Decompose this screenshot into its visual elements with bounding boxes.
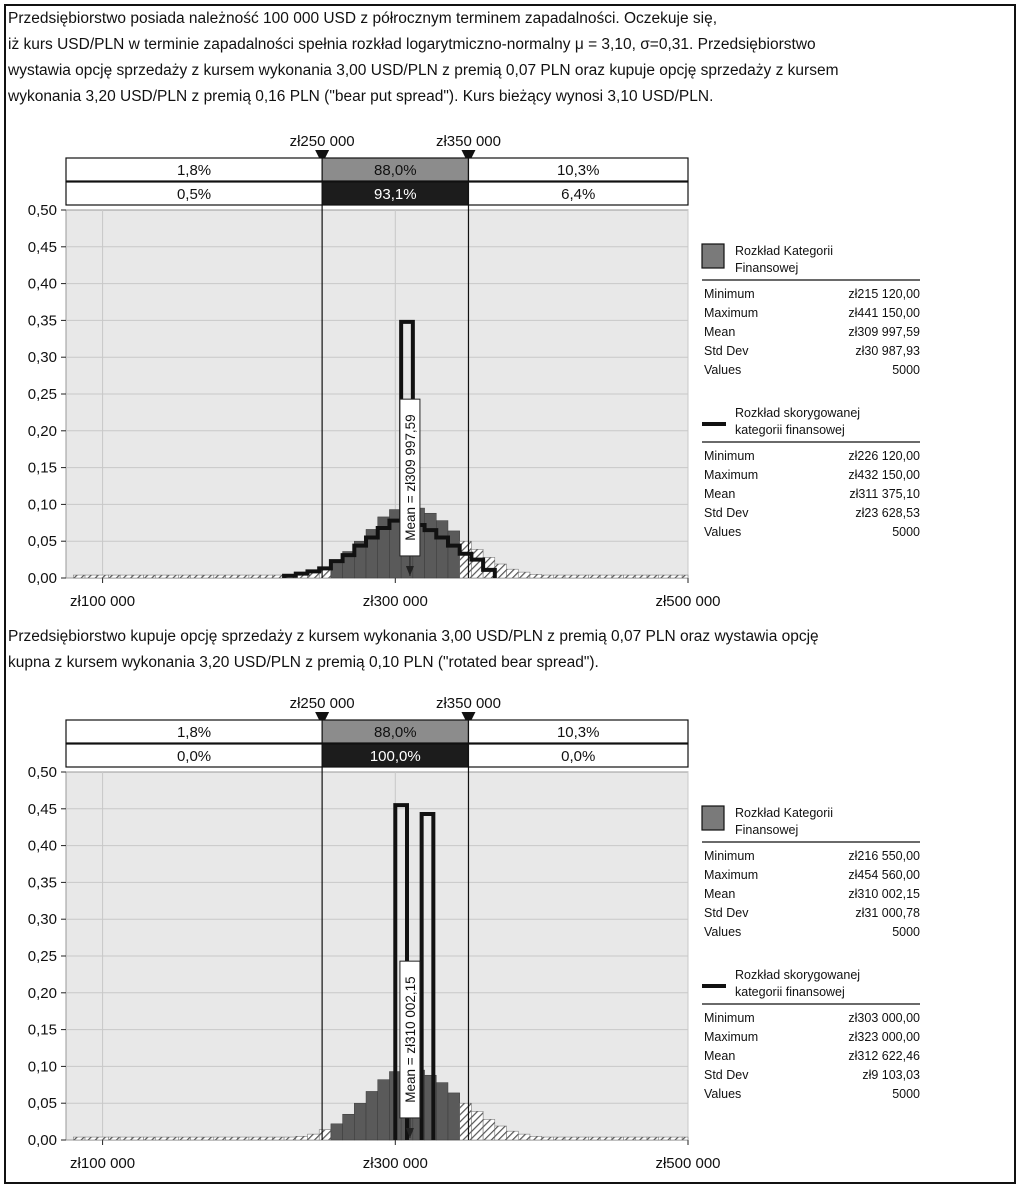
x-tick-label: zł500 000 bbox=[655, 593, 721, 608]
histogram-bar bbox=[226, 1137, 238, 1140]
histogram-bar bbox=[179, 575, 191, 578]
y-tick-label: 0,35 bbox=[27, 874, 57, 892]
histogram-bar bbox=[249, 575, 261, 578]
y-tick-label: 0,45 bbox=[27, 800, 57, 818]
stat-value: zł226 120,00 bbox=[848, 449, 920, 463]
stat-label: Minimum bbox=[704, 287, 755, 301]
text-line: Przedsiębiorstwo kupuje opcję sprzedaży z kursem wykonania 3,00 USD/PLN z premią 0,07 PLN oraz wystawia opcję bbox=[8, 628, 819, 645]
y-tick-label: 0,40 bbox=[27, 275, 57, 293]
y-tick-label: 0,15 bbox=[27, 459, 57, 477]
histogram-bar bbox=[483, 1119, 495, 1140]
histogram-bar bbox=[73, 575, 85, 578]
histogram-bar bbox=[682, 1137, 688, 1140]
histogram-chart-1 bbox=[0, 128, 1024, 608]
stat-value: 5000 bbox=[892, 525, 920, 539]
text-line: iż kurs USD/PLN w terminie zapadalności spełnia rozkład logarytmiczno-normalny μ = 3,10, σ=0,31. Przedsiębiorstwo bbox=[8, 36, 816, 53]
band-percentage: 0,0% bbox=[561, 748, 596, 765]
problem-statement-1 bbox=[8, 6, 838, 110]
histogram-bar bbox=[659, 1137, 671, 1140]
histogram-bar bbox=[542, 1137, 554, 1140]
histogram-chart-2 bbox=[0, 690, 1024, 1170]
histogram-bar bbox=[202, 575, 214, 578]
stat-label: Std Dev bbox=[704, 506, 749, 520]
histogram-bar bbox=[296, 1136, 308, 1140]
histogram-bar bbox=[624, 575, 636, 578]
stat-value: zł441 150,00 bbox=[848, 306, 920, 320]
histogram-bar bbox=[214, 575, 226, 578]
y-tick-label: 0,30 bbox=[27, 911, 57, 929]
stat-value: 5000 bbox=[892, 925, 920, 939]
stat-label: Std Dev bbox=[704, 1068, 749, 1082]
stat-label: Maximum bbox=[704, 1030, 759, 1044]
stat-value: zł310 002,15 bbox=[848, 887, 920, 901]
band-percentage: 0,0% bbox=[176, 748, 212, 765]
histogram-bar bbox=[132, 1137, 144, 1140]
stat-label: Mean bbox=[704, 1049, 736, 1063]
histogram-bar bbox=[73, 1137, 85, 1140]
histogram-bar bbox=[155, 1137, 167, 1140]
y-tick-label: 0,10 bbox=[27, 496, 57, 514]
histogram-bar bbox=[249, 1137, 261, 1140]
histogram-bar bbox=[108, 575, 120, 578]
histogram-bar bbox=[647, 575, 659, 578]
histogram-bar bbox=[670, 575, 682, 578]
histogram-bar bbox=[600, 575, 612, 578]
y-tick-label: 0,20 bbox=[27, 984, 57, 1002]
histogram-bar bbox=[97, 575, 109, 578]
histogram-bar bbox=[190, 575, 202, 578]
histogram-bar bbox=[436, 1083, 448, 1140]
legend-title: kategorii finansowej bbox=[735, 423, 845, 437]
histogram-bar bbox=[214, 1137, 226, 1140]
histogram-bar bbox=[132, 575, 144, 578]
stat-value: zł323 000,00 bbox=[848, 1030, 920, 1044]
stat-label: Minimum bbox=[704, 849, 755, 863]
histogram-bar bbox=[179, 1137, 191, 1140]
histogram-bar bbox=[612, 1137, 624, 1140]
histogram-bar bbox=[261, 1137, 273, 1140]
histogram-bar bbox=[471, 1111, 483, 1140]
stat-label: Values bbox=[704, 363, 742, 377]
delimiter-label: zł350 000 bbox=[435, 133, 502, 150]
histogram-bar bbox=[553, 575, 565, 578]
stat-label: Maximum bbox=[704, 306, 759, 320]
delimiter-label: zł250 000 bbox=[289, 695, 355, 712]
x-tick-label: zł100 000 bbox=[70, 593, 136, 608]
y-tick-label: 0,50 bbox=[27, 202, 57, 219]
histogram-bar bbox=[120, 575, 132, 578]
stat-label: Std Dev bbox=[704, 344, 749, 358]
band-percentage: 10,3% bbox=[556, 162, 600, 179]
histogram-bar bbox=[565, 575, 577, 578]
histogram-bar bbox=[670, 1137, 682, 1140]
stat-value: zł311 375,10 bbox=[849, 487, 920, 501]
histogram-bar bbox=[272, 1137, 284, 1140]
band-percentage: 6,4% bbox=[561, 186, 596, 203]
histogram-bar bbox=[237, 1137, 249, 1140]
stat-value: zł309 997,59 bbox=[848, 325, 920, 339]
histogram-bar bbox=[190, 1137, 202, 1140]
histogram-bar bbox=[237, 575, 249, 578]
legend-title: Rozkład Kategorii bbox=[735, 806, 833, 820]
stat-value: zł30 987,93 bbox=[855, 344, 920, 358]
text-line: kupna z kursem wykonania 3,20 USD/PLN z premią 0,10 PLN ("rotated bear spread"). bbox=[8, 654, 599, 671]
stat-label: Minimum bbox=[704, 449, 755, 463]
histogram-bar bbox=[635, 575, 647, 578]
y-tick-label: 0,05 bbox=[27, 533, 57, 551]
histogram-bar bbox=[624, 1137, 636, 1140]
stat-label: Mean bbox=[704, 887, 736, 901]
histogram-bar bbox=[366, 1091, 378, 1140]
x-tick-label: zł500 000 bbox=[655, 1155, 721, 1170]
stat-label: Maximum bbox=[704, 468, 759, 482]
text-line: wykonania 3,20 USD/PLN z premią 0,16 PLN ("bear put spread"). Kurs bieżący wynosi 3,10 USD/PLN. bbox=[8, 88, 714, 105]
histogram-bar bbox=[120, 1137, 132, 1140]
stat-value: zł23 628,53 bbox=[855, 506, 920, 520]
histogram-bar bbox=[659, 575, 671, 578]
legend-title: Rozkład skorygowanej bbox=[735, 968, 861, 982]
mean-label: Mean = zł310 002,15 bbox=[402, 976, 418, 1103]
stat-value: 5000 bbox=[892, 363, 920, 377]
histogram-bar bbox=[460, 1103, 472, 1140]
legend-title: Finansowej bbox=[735, 261, 799, 275]
stat-label: Mean bbox=[704, 487, 736, 501]
histogram-bar bbox=[307, 1134, 319, 1140]
stat-value: zł9 103,03 bbox=[862, 1068, 920, 1082]
histogram-bar bbox=[577, 1137, 589, 1140]
mean-label: Mean = zł309 997,59 bbox=[402, 414, 418, 541]
stat-label: Minimum bbox=[704, 1011, 755, 1025]
histogram-bar bbox=[495, 1126, 507, 1140]
band-percentage: 88,0% bbox=[374, 724, 417, 741]
legend-title: Rozkład skorygowanej bbox=[735, 406, 861, 420]
histogram-bar bbox=[155, 575, 167, 578]
histogram-bar bbox=[577, 575, 589, 578]
legend-title: kategorii finansowej bbox=[735, 985, 845, 999]
y-tick-label: 0,45 bbox=[27, 238, 57, 256]
stat-value: zł432 150,00 bbox=[848, 468, 920, 482]
y-tick-label: 0,00 bbox=[27, 570, 57, 587]
histogram-bar bbox=[144, 1137, 156, 1140]
x-tick-label: zł100 000 bbox=[70, 1155, 136, 1170]
histogram-bar bbox=[331, 1124, 343, 1140]
histogram-bar bbox=[518, 1134, 530, 1140]
band-percentage: 1,8% bbox=[176, 162, 212, 179]
histogram-bar bbox=[261, 575, 273, 578]
histogram-bar bbox=[97, 1137, 109, 1140]
stat-value: zł215 120,00 bbox=[848, 287, 920, 301]
y-tick-label: 0,25 bbox=[27, 386, 57, 403]
stat-label: Mean bbox=[704, 325, 736, 339]
band-percentage: 88,0% bbox=[374, 162, 417, 179]
y-tick-label: 0,30 bbox=[27, 349, 57, 367]
histogram-bar bbox=[507, 569, 519, 578]
band-percentage: 93,1% bbox=[374, 186, 417, 203]
histogram-bar bbox=[144, 575, 156, 578]
histogram-bar bbox=[612, 575, 624, 578]
stat-label: Values bbox=[704, 925, 742, 939]
stat-label: Values bbox=[704, 525, 742, 539]
histogram-bar bbox=[518, 572, 530, 578]
y-tick-label: 0,20 bbox=[27, 422, 57, 440]
stat-label: Values bbox=[704, 1087, 742, 1101]
y-tick-label: 0,35 bbox=[27, 312, 57, 330]
stat-label: Maximum bbox=[704, 868, 759, 882]
histogram-bar bbox=[378, 1080, 390, 1140]
histogram-bar bbox=[600, 1137, 612, 1140]
y-tick-label: 0,00 bbox=[27, 1132, 57, 1149]
histogram-bar bbox=[588, 575, 600, 578]
stat-value: zł312 622,46 bbox=[848, 1049, 920, 1063]
text-line: wystawia opcję sprzedaży z kursem wykonania 3,00 USD/PLN z premią 0,07 PLN oraz kupuje opcję sprzedaży z kursem bbox=[8, 62, 839, 79]
histogram-bar bbox=[85, 1137, 97, 1140]
problem-statement-2 bbox=[8, 624, 819, 676]
y-tick-label: 0,15 bbox=[27, 1021, 57, 1039]
histogram-bar bbox=[319, 1130, 331, 1140]
stat-value: 5000 bbox=[892, 1087, 920, 1101]
histogram-bar bbox=[530, 574, 542, 578]
histogram-bar bbox=[682, 575, 688, 578]
histogram-bar bbox=[425, 513, 437, 578]
stat-value: zł31 000,78 bbox=[855, 906, 920, 920]
histogram-bar bbox=[542, 575, 554, 578]
histogram-bar bbox=[507, 1131, 519, 1140]
histogram-bar bbox=[343, 1114, 355, 1140]
histogram-bar bbox=[284, 1137, 296, 1140]
histogram-bar bbox=[202, 1137, 214, 1140]
histogram-bar bbox=[553, 1137, 565, 1140]
y-tick-label: 0,05 bbox=[27, 1095, 57, 1113]
histogram-bar bbox=[85, 575, 97, 578]
histogram-bar bbox=[530, 1136, 542, 1140]
x-tick-label: zł300 000 bbox=[362, 1155, 428, 1170]
histogram-bar bbox=[108, 1137, 120, 1140]
band-percentage: 0,5% bbox=[176, 186, 212, 203]
histogram-bar bbox=[167, 575, 179, 578]
y-tick-label: 0,40 bbox=[27, 837, 57, 855]
histogram-bar bbox=[588, 1137, 600, 1140]
band-percentage: 100,0% bbox=[369, 748, 421, 765]
text-line: Przedsiębiorstwo posiada należność 100 000 USD z półrocznym terminem zapadalności. Oczekuje się, bbox=[8, 10, 718, 27]
legend-swatch-bars bbox=[702, 806, 724, 830]
histogram-bar bbox=[647, 1137, 659, 1140]
histogram-bar bbox=[565, 1137, 577, 1140]
stat-value: zł454 560,00 bbox=[848, 868, 920, 882]
stat-label: Std Dev bbox=[704, 906, 749, 920]
x-tick-label: zł300 000 bbox=[362, 593, 428, 608]
histogram-bar bbox=[635, 1137, 647, 1140]
y-tick-label: 0,50 bbox=[27, 764, 57, 781]
delimiter-label: zł250 000 bbox=[289, 133, 355, 150]
band-percentage: 10,3% bbox=[556, 724, 600, 741]
stat-value: zł216 550,00 bbox=[848, 849, 920, 863]
y-tick-label: 0,25 bbox=[27, 948, 57, 965]
histogram-bar bbox=[354, 1103, 366, 1140]
stat-value: zł303 000,00 bbox=[848, 1011, 920, 1025]
y-tick-label: 0,10 bbox=[27, 1058, 57, 1076]
legend-title: Rozkład Kategorii bbox=[735, 244, 833, 258]
histogram-bar bbox=[448, 1093, 460, 1140]
delimiter-label: zł350 000 bbox=[435, 695, 502, 712]
histogram-bar bbox=[167, 1137, 179, 1140]
band-percentage: 1,8% bbox=[176, 724, 212, 741]
histogram-bar bbox=[226, 575, 238, 578]
legend-swatch-bars bbox=[702, 244, 724, 268]
legend-title: Finansowej bbox=[735, 823, 799, 837]
